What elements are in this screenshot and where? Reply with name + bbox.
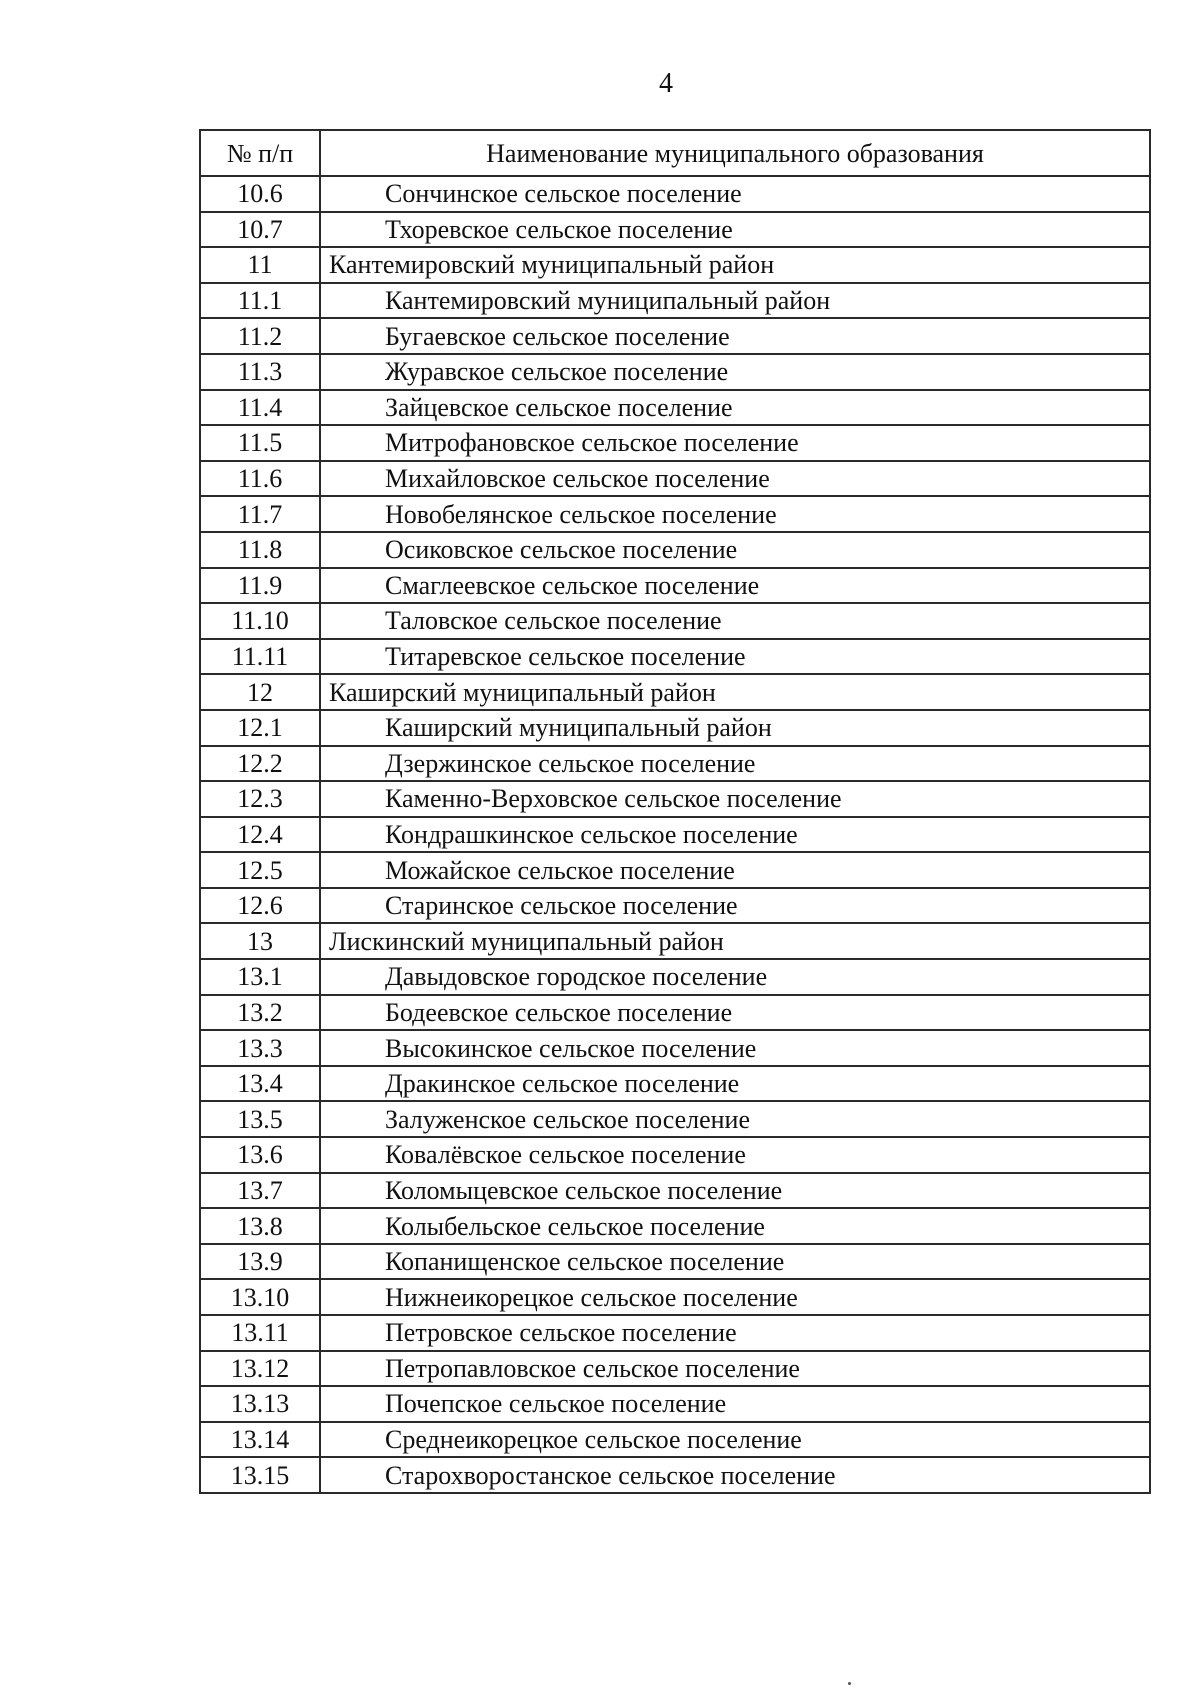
- row-number: 11: [200, 247, 320, 283]
- table-row: [200, 425, 1150, 461]
- row-number: 10.7: [200, 212, 320, 248]
- row-number: 13.10: [200, 1279, 320, 1315]
- row-number: 11.3: [200, 354, 320, 390]
- settlement-name: Петровское сельское поселение: [320, 1315, 1150, 1351]
- table-row: [200, 247, 1150, 283]
- settlement-name: Каменно-Верховское сельское поселение: [320, 781, 1150, 817]
- row-number: 13.3: [200, 1030, 320, 1066]
- table-row: [200, 354, 1150, 390]
- table-row: [200, 1066, 1150, 1102]
- table-row: [200, 781, 1150, 817]
- settlement-name: Титаревское сельское поселение: [320, 639, 1150, 675]
- table-row: [200, 1244, 1150, 1280]
- settlement-name: Сончинское сельское поселение: [320, 176, 1150, 212]
- table-row: [200, 1457, 1150, 1493]
- row-number: 13.13: [200, 1386, 320, 1422]
- table-row: [200, 1279, 1150, 1315]
- settlement-name: Смаглеевское сельское поселение: [320, 568, 1150, 604]
- settlement-name: Каширский муниципальный район: [320, 710, 1150, 746]
- table-row: [200, 283, 1150, 319]
- table-row: [200, 710, 1150, 746]
- row-number: 13: [200, 923, 320, 959]
- settlement-name: Таловское сельское поселение: [320, 603, 1150, 639]
- table-row: [200, 390, 1150, 426]
- settlement-name: Почепское сельское поселение: [320, 1386, 1150, 1422]
- settlement-name: Дзержинское сельское поселение: [320, 746, 1150, 782]
- stray-mark: [848, 1682, 851, 1685]
- table-row: [200, 959, 1150, 995]
- settlement-name: Копанищенское сельское поселение: [320, 1244, 1150, 1280]
- table-row: [200, 212, 1150, 248]
- row-number: 13.6: [200, 1137, 320, 1173]
- table-row: [200, 496, 1150, 532]
- row-number: 12.4: [200, 817, 320, 853]
- district-name: Кантемировский муниципальный район: [320, 247, 1150, 283]
- row-number: 12.1: [200, 710, 320, 746]
- settlement-name: Зайцевское сельское поселение: [320, 390, 1150, 426]
- row-number: 13.11: [200, 1315, 320, 1351]
- header-name: Наименование муниципального образования: [320, 130, 1150, 176]
- settlement-name: Митрофановское сельское поселение: [320, 425, 1150, 461]
- table-header: [200, 130, 1150, 176]
- settlement-name: Можайское сельское поселение: [320, 852, 1150, 888]
- row-number: 13.2: [200, 995, 320, 1031]
- table-row: [200, 888, 1150, 924]
- table-row: [200, 674, 1150, 710]
- table-row: [200, 1208, 1150, 1244]
- row-number: 13.4: [200, 1066, 320, 1102]
- settlement-name: Ковалёвское сельское поселение: [320, 1137, 1150, 1173]
- table-body: [200, 176, 1150, 1493]
- row-number: 12: [200, 674, 320, 710]
- settlement-name: Дракинское сельское поселение: [320, 1066, 1150, 1102]
- row-number: 10.6: [200, 176, 320, 212]
- settlement-name: Кантемировский муниципальный район: [320, 283, 1150, 319]
- table-row: [200, 532, 1150, 568]
- table-row: [200, 1422, 1150, 1458]
- settlement-name: Михайловское сельское поселение: [320, 461, 1150, 497]
- table-row: [200, 817, 1150, 853]
- settlement-name: Осиковское сельское поселение: [320, 532, 1150, 568]
- row-number: 11.4: [200, 390, 320, 426]
- row-number: 12.6: [200, 888, 320, 924]
- row-number: 12.2: [200, 746, 320, 782]
- header-row: [200, 130, 1150, 176]
- table-row: [200, 852, 1150, 888]
- table-row: [200, 1315, 1150, 1351]
- row-number: 13.15: [200, 1457, 320, 1493]
- settlement-name: Залуженское сельское поселение: [320, 1101, 1150, 1137]
- row-number: 13.7: [200, 1173, 320, 1209]
- row-number: 13.8: [200, 1208, 320, 1244]
- row-number: 13.1: [200, 959, 320, 995]
- table-row: [200, 461, 1150, 497]
- row-number: 11.8: [200, 532, 320, 568]
- row-number: 11.11: [200, 639, 320, 675]
- table-row: [200, 568, 1150, 604]
- settlement-name: Старинское сельское поселение: [320, 888, 1150, 924]
- settlement-name: Старохворостанское сельское поселение: [320, 1457, 1150, 1493]
- row-number: 11.7: [200, 496, 320, 532]
- settlement-name: Нижнеикорецкое сельское поселение: [320, 1279, 1150, 1315]
- row-number: 11.2: [200, 318, 320, 354]
- table-row: [200, 1351, 1150, 1387]
- table-row: [200, 923, 1150, 959]
- header-num: № п/п: [200, 130, 320, 176]
- row-number: 13.9: [200, 1244, 320, 1280]
- settlement-name: Среднеикорецкое сельское поселение: [320, 1422, 1150, 1458]
- table-row: [200, 176, 1150, 212]
- row-number: 13.5: [200, 1101, 320, 1137]
- table-row: [200, 639, 1150, 675]
- settlement-name: Бугаевское сельское поселение: [320, 318, 1150, 354]
- table-row: [200, 1173, 1150, 1209]
- table-row: [200, 1101, 1150, 1137]
- settlement-name: Колыбельское сельское поселение: [320, 1208, 1150, 1244]
- row-number: 11.9: [200, 568, 320, 604]
- row-number: 12.3: [200, 781, 320, 817]
- settlement-name: Новобелянское сельское поселение: [320, 496, 1150, 532]
- settlement-name: Петропавловское сельское поселение: [320, 1351, 1150, 1387]
- settlement-name: Бодеевское сельское поселение: [320, 995, 1150, 1031]
- table-row: [200, 318, 1150, 354]
- row-number: 11.5: [200, 425, 320, 461]
- row-number: 13.14: [200, 1422, 320, 1458]
- settlement-name: Коломыцевское сельское поселение: [320, 1173, 1150, 1209]
- row-number: 13.12: [200, 1351, 320, 1387]
- settlement-name: Тхоревское сельское поселение: [320, 212, 1150, 248]
- table-row: [200, 1386, 1150, 1422]
- table-row: [200, 603, 1150, 639]
- settlement-name: Высокинское сельское поселение: [320, 1030, 1150, 1066]
- district-name: Каширский муниципальный район: [320, 674, 1150, 710]
- table-row: [200, 1137, 1150, 1173]
- table-row: [200, 746, 1150, 782]
- table-row: [200, 1030, 1150, 1066]
- page-number: 4: [659, 68, 673, 99]
- row-number: 12.5: [200, 852, 320, 888]
- settlement-name: Давыдовское городское поселение: [320, 959, 1150, 995]
- row-number: 11.10: [200, 603, 320, 639]
- table-row: [200, 995, 1150, 1031]
- settlement-name: Кондрашкинское сельское поселение: [320, 817, 1150, 853]
- municipal-table: [199, 129, 1151, 1494]
- row-number: 11.6: [200, 461, 320, 497]
- district-name: Лискинский муниципальный район: [320, 923, 1150, 959]
- row-number: 11.1: [200, 283, 320, 319]
- settlement-name: Журавское сельское поселение: [320, 354, 1150, 390]
